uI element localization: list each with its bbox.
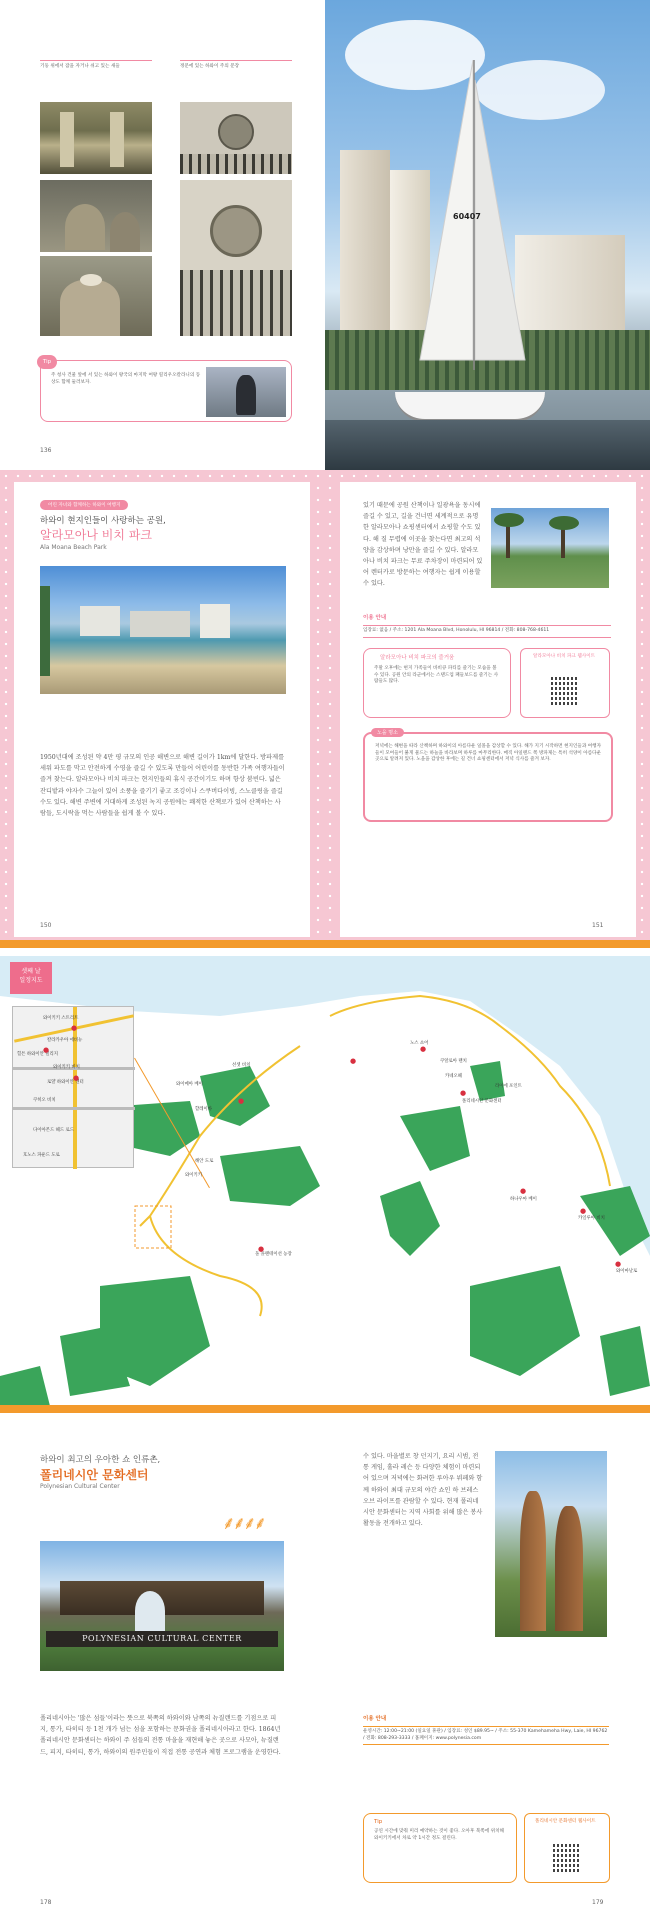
map-badge-line1: 셋째 날 [21,968,41,975]
qr-box [520,648,610,718]
inset-map [12,1006,134,1168]
map-label-9: 와이키키 [185,1173,202,1178]
marker-icon[interactable]: ● [238,1097,245,1105]
map-label-0: 선셋 비치 [232,1063,251,1068]
photo-pcc-entrance [40,1541,284,1671]
tip-text: 주 청사 건물 앞에 서 있는 하와이 왕국의 마지막 여왕 릴리우오칼라니의 동상도 함께 둘러보자. [51,373,201,385]
inset-label-6: 다이아몬드 헤드 로드 [33,1128,74,1133]
page-number-151: 151 [592,922,604,929]
article-title: 알라모아나 비치 파크 [40,528,152,542]
map-label-2: 할레이바 [195,1107,212,1112]
map-label-6: 라이에 포인트 [495,1084,522,1089]
marker-icon[interactable]: ● [258,1245,265,1253]
map-label-1: 와이메아 베이 [176,1082,203,1087]
photo-ala-moana-beach [40,566,286,694]
body-text-left: 1950년대에 조성된 약 4만 평 규모의 인공 해변으로 해변 길이가 1km에 달한다. 방파제를 세워 파도를 막고 안전하게 수영을 즐길 수 있도록 만들어 어린이를 동반한 가족 여행자들이 즐겨 찾는다. 알라모아나 비치 파크는 현지인들의 휴식 공간이기도 하며 항상 붐빈다. 넓은 잔디밭과 야자수 그늘이 있어 소풍을 즐기기 좋고 조깅이나 스쿠버다이빙, 스노클링을 즐길 수도 있다. 해변 주변에 거대하게 조성된 녹지 공원에는 쾌적한 산책로가 있어 산책하는 사람들, 도시락을 먹는 사람들을 쉽게 볼 수 있다. [40,754,285,818]
page-number-178: 178 [40,1899,52,1906]
map-label-8: 해안 도로 [195,1159,214,1164]
map-badge [10,962,52,994]
note-title: 노을 명소 [371,728,404,737]
sail-graphic [415,60,535,390]
map-label-13: 와이마날로 [616,1269,638,1274]
photo-sailboat-harbor [325,0,650,470]
map-label-7: 폴리네시안 문화센터 [462,1099,502,1104]
map-spread [0,948,650,1413]
marker-icon[interactable]: ● [420,1045,427,1053]
pcc-sign: POLYNESIAN CULTURAL CENTER [46,1631,278,1647]
category-tag: 어린 자녀와 함께하는 하와이 여행지 [40,500,128,510]
article-title: 폴리네시안 문화센터 [40,1468,149,1482]
article-title-en: Ala Moana Beach Park [40,544,107,551]
info-label: 이용 안내 [363,1716,387,1722]
spread-page-178-179 [0,1413,650,1912]
photo-pond-pillars [40,102,152,174]
inset-label-4: 로얄 하와이안 센터 [47,1080,84,1085]
sail-number: 60407 [453,212,481,221]
info-label: 이용 안내 [363,615,387,621]
marker-icon[interactable]: ● [580,1207,587,1215]
tip-box-ala-moana [363,648,511,718]
caption-left: 기둥 위에서 잠을 자거나 쉬고 있는 새들 [40,60,152,71]
page-number-179: 179 [592,1899,604,1906]
palm-tree-icon: ⸙⸙⸙⸙ [222,1513,264,1534]
qr-code-icon[interactable] [551,677,579,705]
photo-capitol-gate [180,102,292,174]
note-text: 저녁에는 해변을 따라 산책하며 하와이의 아름다운 일몰을 감상할 수 있다. 해가 지기 시작하면 현지인들과 여행자들이 모여들어 붉게 물드는 하늘을 바라보며 하루를 마무리한다. 매직 아일랜드 쪽 방파제는 특히 석양이 아름다운 곳으로 알려져 있다. 노을을 감상한 후에는 길 건너 쇼핑센터에서 저녁 식사를 즐겨 보자. [375,744,602,762]
tip-title: Tip [374,1819,383,1825]
spread-page-136 [0,0,650,470]
map-label-3: 노스 쇼어 [410,1041,429,1046]
photo-tiki-statues [495,1451,607,1637]
marker-icon[interactable]: ● [350,1057,357,1065]
divider-bar-top [0,940,650,948]
inset-marker-icon[interactable]: ● [71,1024,78,1032]
qr-label: 폴리네시안 문화센터 웹사이트 [535,1819,596,1824]
marker-icon[interactable]: ● [460,1089,467,1097]
photo-park-lawn [491,508,609,588]
photo-state-seal [180,180,292,336]
qr-box [524,1813,610,1883]
marker-icon[interactable]: ● [520,1187,527,1195]
body-text-right: 수 있다. 마을별로 창 던지기, 요리 시범, 전통 게임, 훌라 레슨 등 다양한 체험이 마련되어 있으며 저녁에는 화려한 루아우 뷔페와 함께 하와이 최대 규모의 야간 쇼인 하 브레스 오브 라이프를 관람할 수 있다. 현재 폴리네시안 문화센터는 지역 사회를 위해 많은 봉사활동을 전개하고 있다. [363,1453,483,1528]
map-label-12: 카일루아 비치 [578,1216,605,1221]
page-number-136: 136 [40,447,52,454]
tip-box-pcc [363,1813,517,1883]
map-label-11: 하나우마 베이 [510,1197,537,1202]
info-text: 입장료: 없음 / 주소: 1201 Ala Moana Blvd, Honolulu, HI 96814 / 전화: 808-768-4611 [363,625,611,638]
tip-text: 공연 시간에 맞춰 미리 예약하는 것이 좋다. 오아후 북쪽에 위치해 와이키키에서 차로 약 1시간 정도 걸린다. [374,1829,504,1841]
inset-label-2: 힐튼 하와이안 빌리지 [17,1052,58,1057]
map-label-10: 돌 플랜테이션 농장 [255,1252,292,1257]
body-text-right: 있기 때문에 공원 산책이나 일광욕을 동시에 즐길 수 있고, 길을 건너면 세계적으로 유명한 알라모아나 쇼핑센터에서 쇼핑할 수도 있다. 해 질 무렵에 이곳을 찾는다면 최고의 석양을 감상하며 낭만을 즐길 수 있다. 알라모아나 비치 파크는 무료 주차장이 마련되어 있어 렌터카로 방문하는 여행자는 쉽게 이용할 수 있다. [363,502,483,588]
info-text: 운영시간: 12:00~21:00 (일요일 휴관) / 입장료: 성인 $89.95~ / 주소: 55-370 Kamehameha Hwy, Laie, HI 96762 / 전화: 808-293-3333 / 홈페이지: www.polynesia.com [363,1726,609,1745]
body-text-left: 폴리네시아는 '많은 섬들'이라는 뜻으로 북쪽의 하와이와 남쪽의 뉴질랜드를 기점으로 피지, 통가, 타히티 등 1천 개가 넘는 섬을 포함하는 문화권을 폴리네시아라고 한다. 1864년 폴리네시안 문화센터는 하와이 주 섬들의 전통 마을을 재현해 놓은 곳으로 사모아, 뉴질랜드, 피지, 타히티, 통가, 하와이의 원주민들이 직접 전통 공연과 체험 프로그램을 운영한다. [40,1715,281,1756]
inset-label-7: 호노스 파운드 도로 [23,1153,60,1158]
spread-page-150-151 [0,470,650,948]
qr-code-icon[interactable] [553,1844,581,1872]
inset-marker-icon[interactable]: ● [43,1046,50,1054]
note-box [363,732,613,822]
tip-label: Tip [37,355,57,369]
photo-birds-post [40,180,152,252]
inset-label-5: 쿠히오 비치 [33,1098,56,1103]
tip-title: 알라모아나 비치 파크의 즐거움 [380,655,455,661]
caption-right: 정문에 있는 하와이 주의 문장 [180,60,292,71]
photo-bird-resting [40,256,152,336]
map-badge-line2: 일정지도 [19,977,43,984]
tip-text: 주말 오후에는 현지 가족들이 바비큐 파티를 즐기는 모습을 볼 수 있다. 공원 안의 라군에서는 스탠드업 패들보드를 즐기는 사람들도 많다. [374,666,499,684]
qr-label: 알라모아나 비치 파크 웹사이트 [533,654,596,659]
article-title-en: Polynesian Cultural Center [40,1483,120,1490]
map-label-5: 카네오헤 [445,1074,462,1079]
tip-box [40,360,292,422]
inset-marker-icon[interactable]: ● [73,1074,80,1082]
inset-label-3: 와이키키 비치 [53,1065,80,1070]
divider-bar-bottom [0,1405,650,1413]
inset-label-1: 칼라카우아 애비뉴 [47,1038,83,1043]
photo-statue [206,367,286,417]
inset-label-0: 와이키키 스트리트 [43,1016,79,1021]
marker-icon[interactable]: ● [615,1260,622,1268]
map-label-4: 쿠알로아 랜치 [440,1059,467,1064]
page-number-150: 150 [40,922,52,929]
article-subtitle: 하와이 최고의 우아한 쇼 인류촌, [40,1455,161,1465]
article-subtitle: 하와이 현지인들이 사랑하는 공원, [40,516,166,526]
